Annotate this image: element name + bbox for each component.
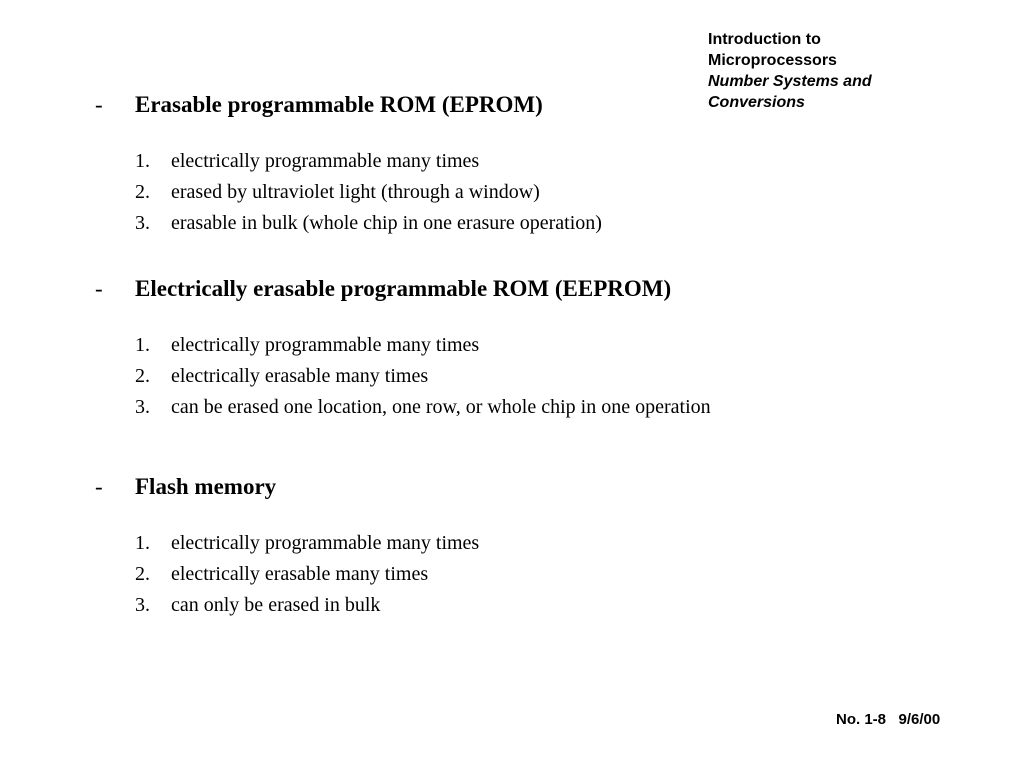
- item-number: 3.: [135, 212, 150, 234]
- item-text: electrically programmable many times: [171, 532, 480, 554]
- item-text: electrically erasable many times: [171, 365, 429, 387]
- dash-bullet: -: [95, 92, 103, 117]
- item-number: 2.: [135, 181, 150, 203]
- section-flash-memory: [95, 473, 479, 621]
- item-number: 3.: [135, 396, 150, 418]
- chapter-title-line-1: Number Systems and: [708, 73, 872, 90]
- item-number: 1.: [135, 150, 150, 172]
- numbered-list: [95, 146, 602, 239]
- list-item: [135, 559, 479, 590]
- section-title: Flash memory: [135, 474, 277, 499]
- dash-bullet: -: [95, 474, 103, 499]
- list-item: [135, 177, 602, 208]
- list-item: [135, 146, 602, 177]
- item-text: can only be erased in bulk: [171, 594, 381, 616]
- dash-bullet: -: [95, 276, 103, 301]
- section-title: Electrically erasable programmable ROM (EEPROM): [135, 276, 672, 301]
- section-eprom: [95, 91, 602, 239]
- list-item: [135, 361, 711, 392]
- list-item: [135, 528, 479, 559]
- chapter-title-line-2: Conversions: [708, 94, 805, 111]
- slide-date: 9/6/00: [898, 711, 941, 728]
- list-item: [135, 208, 602, 239]
- item-number: 1.: [135, 532, 150, 554]
- item-text: electrically programmable many times: [171, 150, 480, 172]
- section-heading: [95, 91, 602, 119]
- section-heading: [95, 473, 479, 501]
- item-number: 1.: [135, 334, 150, 356]
- course-title-line-2: Microprocessors: [708, 52, 837, 69]
- section-eeprom: [95, 275, 711, 423]
- section-heading: [95, 275, 711, 303]
- list-item: [135, 590, 479, 621]
- item-text: electrically programmable many times: [171, 334, 480, 356]
- item-text: electrically erasable many times: [171, 563, 429, 585]
- item-number: 2.: [135, 563, 150, 585]
- page-number: No. 1-8: [836, 711, 887, 728]
- slide-footer: [836, 711, 940, 728]
- slide-header: [708, 29, 872, 113]
- item-text: erasable in bulk (whole chip in one erasure operation): [171, 212, 602, 234]
- item-text: erased by ultraviolet light (through a window): [171, 181, 540, 203]
- section-title: Erasable programmable ROM (EPROM): [135, 92, 543, 117]
- list-item: [135, 330, 711, 361]
- item-text: can be erased one location, one row, or whole chip in one operation: [171, 396, 711, 418]
- list-item: [135, 392, 711, 423]
- course-title-line-1: Introduction to: [708, 31, 821, 48]
- item-number: 2.: [135, 365, 150, 387]
- item-number: 3.: [135, 594, 150, 616]
- numbered-list: [95, 330, 711, 423]
- numbered-list: [95, 528, 479, 621]
